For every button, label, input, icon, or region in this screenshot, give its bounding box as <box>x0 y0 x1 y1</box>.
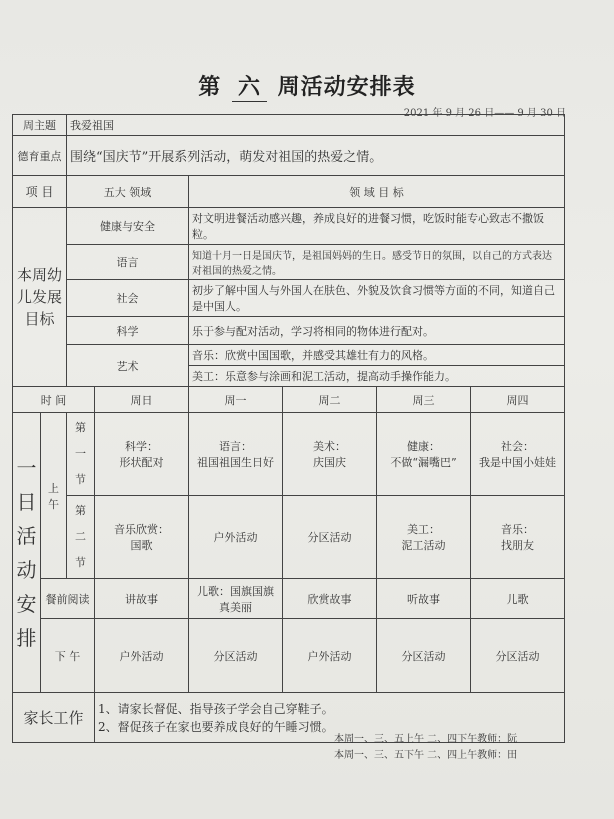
activity-cell: 美术： 庆国庆 <box>283 413 377 496</box>
activity-cell: 户外活动 <box>189 496 283 579</box>
domain-name: 艺术 <box>67 345 189 387</box>
reading-cell: 儿歌：国旗国旗真美丽 <box>189 579 283 619</box>
reading-cell: 欣赏故事 <box>283 579 377 619</box>
domain-goal-secondary: 美工：乐意参与涂画和泥工活动，提高动手操作能力。 <box>189 366 565 387</box>
activity-cell: 科学： 形状配对 <box>95 413 189 496</box>
domain-goal: 乐于参与配对活动，学习将相同的物体进行配对。 <box>189 317 565 345</box>
reading-cell: 讲故事 <box>95 579 189 619</box>
domain-goal: 初步了解中国人与外国人在肤色、外貌及饮食习惯等方面的不同，知道自己是中国人。 <box>189 280 565 317</box>
parents-line: 1、请家长督促、指导孩子学会自己穿鞋子。 <box>98 701 334 716</box>
domain-goal: 对文明进餐活动感兴趣，养成良好的进餐习惯，吃饭时能专心致志不撒饭粒。 <box>189 208 565 245</box>
afternoon-cell: 分区活动 <box>471 619 565 693</box>
pre-meal-reading-label: 餐前阅读 <box>41 579 95 619</box>
domain-name: 社会 <box>67 280 189 317</box>
parents-line: 2、督促孩子在家也要养成良好的午睡习惯。 <box>98 719 334 734</box>
week-number: 六 <box>232 70 267 102</box>
theme-label: 周主题 <box>13 115 67 136</box>
activity-cell: 美工： 泥工活动 <box>377 496 471 579</box>
afternoon-cell: 分区活动 <box>377 619 471 693</box>
day-header: 周一 <box>189 387 283 413</box>
time-label: 时 间 <box>13 387 95 413</box>
activity-cell: 健康： 不做“漏嘴巴” <box>377 413 471 496</box>
schedule-table <box>12 114 565 743</box>
moral-value: 围绕“国庆节”开展系列活动，萌发对祖国的热爱之情。 <box>67 136 565 176</box>
morning-label: 上午 <box>41 413 67 579</box>
domain-goal: 知道十月一日是国庆节，是祖国妈妈的生日。感受节日的氛围，以自己的方式表达对祖国的热爱之情。 <box>189 245 565 280</box>
reading-cell: 听故事 <box>377 579 471 619</box>
day-header: 周二 <box>283 387 377 413</box>
teacher-line: 本周一、三、五上午 二、四下午教师：阮 <box>334 734 518 745</box>
domains-header: 五大 领域 <box>67 176 189 208</box>
day-header: 周四 <box>471 387 565 413</box>
afternoon-cell: 户外活动 <box>283 619 377 693</box>
page-title: 第 六 周活动安排表 <box>0 70 614 102</box>
afternoon-label: 下 午 <box>41 619 95 693</box>
dev-goal-label: 本周幼儿发展目标 <box>13 208 67 387</box>
day-header: 周三 <box>377 387 471 413</box>
domain-name: 科学 <box>67 317 189 345</box>
domain-name: 健康与安全 <box>67 208 189 245</box>
item-header: 项 目 <box>13 176 67 208</box>
teacher-line: 本周一、三、五下午 二、四上午教师：田 <box>334 750 518 761</box>
afternoon-cell: 分区活动 <box>189 619 283 693</box>
activity-cell: 语言： 祖国祖国生日好 <box>189 413 283 496</box>
section-2-label: 第二节 <box>67 496 95 579</box>
domain-goal: 音乐：欣赏中国国歌，并感受其雄壮有力的风格。 <box>189 345 565 366</box>
goals-header: 领 域 目 标 <box>189 176 565 208</box>
section-1-label: 第一节 <box>67 413 95 496</box>
domain-name: 语言 <box>67 245 189 280</box>
moral-label: 德育重点 <box>13 136 67 176</box>
activity-cell: 音乐： 找朋友 <box>471 496 565 579</box>
activity-cell: 音乐欣赏： 国歌 <box>95 496 189 579</box>
afternoon-cell: 户外活动 <box>95 619 189 693</box>
activity-cell: 分区活动 <box>283 496 377 579</box>
reading-cell: 儿歌 <box>471 579 565 619</box>
parents-label: 家长工作 <box>13 693 95 743</box>
day-activity-label: 一日活动安排 <box>13 413 41 693</box>
activity-cell: 社会： 我是中国小娃娃 <box>471 413 565 496</box>
day-header: 周日 <box>95 387 189 413</box>
date-range: 2021 年 9 月 26 日—— 9 月 30 日 <box>403 108 566 119</box>
theme-value: 我爱祖国 <box>67 115 565 136</box>
